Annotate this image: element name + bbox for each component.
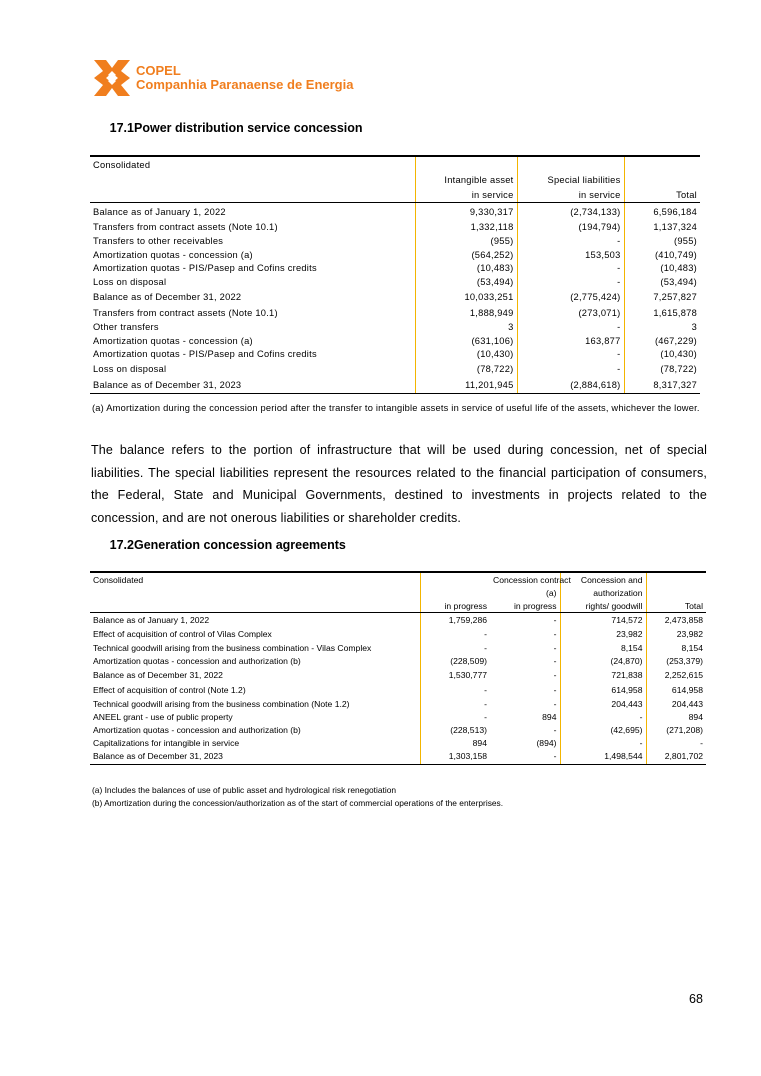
cell-value: (42,695) [560,723,646,736]
brand-name [136,64,353,92]
table-row [90,613,706,627]
cell-value: (53,494) [415,275,517,289]
cell-value: 1,137,324 [653,221,697,232]
cell-value: 9,330,317 [415,203,517,219]
cell-value: (10,430) [415,348,517,362]
cell-value: - [517,262,624,276]
cell-value: - [420,626,490,641]
table-row [90,736,706,749]
cell-value: 894 [420,736,490,749]
cell-value: 10,033,251 [415,289,517,305]
cell-value: 163,877 [517,334,624,348]
cell-value: 153,503 [517,248,624,262]
row-label: Amortization quotas - concession (a) [93,249,253,260]
table-header-row [90,172,700,187]
table-row [90,219,700,235]
column-header: authorization [560,586,646,599]
table-header-row [90,156,700,172]
row-label: Balance as of January 1, 2022 [93,206,226,217]
cell-value: (228,509) [420,654,490,667]
cell-value: 1,530,777 [420,667,490,682]
cell-value: 3 [415,321,517,335]
cell-value: (10,483) [415,262,517,276]
table-row [90,235,700,249]
column-header: Total [624,187,700,203]
table-header-row [90,572,706,586]
cell-value: (631,106) [415,334,517,348]
section-title: Generation concession agreements [134,538,346,552]
cell-value: - [553,669,557,680]
body-paragraph: The balance refers to the portion of infrastructure that will be used during concession, net of special liabilities. The special liabilities represent the resources related to the financial participation of consumers, the Federal, State and Municipal Governments, destined to investments in projects related to the concession, and are not onerous liabilities or shareholder credits. [91,443,707,525]
column-header: rights/ goodwill [560,599,646,613]
table-row [90,361,700,377]
cell-value: 721,838 [560,667,646,682]
cell-value: (271,208) [666,724,703,735]
column-header: Total [646,599,706,613]
copel-logo-icon [94,60,130,96]
cell-value: 2,473,858 [664,614,703,625]
table-footnotes [92,784,503,810]
row-label: Other transfers [93,322,159,333]
cell-value: - [420,710,490,723]
row-label: Capitalizations for intangible in service [93,737,240,748]
table-row [90,682,706,697]
table-label: Consolidated [90,156,415,172]
cell-value: (467,229) [654,335,697,346]
cell-value: - [517,235,624,249]
distribution-concession-table [90,155,700,394]
cell-value: (10,483) [660,263,697,274]
cell-value: (24,870) [560,654,646,667]
cell-value: - [553,614,557,625]
row-label: Amortization quotas - PIS/Pasep and Cofins credits [93,263,317,274]
column-header: in progress [490,599,560,613]
table-row [90,626,706,641]
table-row [90,723,706,736]
generation-concession-table [90,571,706,765]
cell-value: - [553,655,557,666]
table-row [90,334,700,348]
cell-value: (78,722) [660,364,697,374]
cell-value: 8,317,327 [624,377,700,393]
table-row [90,654,706,667]
cell-value: - [420,641,490,654]
column-header: in progress [420,599,490,613]
cell-value: (2,884,618) [517,377,624,393]
column-header: in service [517,187,624,203]
row-label: Loss on disposal [93,276,167,287]
cell-value: 23,982 [676,628,703,639]
cell-value: 1,332,118 [415,219,517,235]
row-label: Balance as of December 31, 2022 [93,291,242,302]
row-label: Balance as of December 31, 2023 [90,377,415,393]
cell-value: 11,201,945 [415,377,517,393]
table-row [90,305,700,321]
cell-value: 1,498,544 [560,749,646,764]
cell-value: (564,252) [415,248,517,262]
section-title: Power distribution service concession [134,121,363,135]
table-row [90,321,700,335]
cell-value: - [553,724,557,735]
cell-value: - [560,736,646,749]
cell-value: 1,615,878 [653,307,697,318]
cell-value: - [420,682,490,697]
cell-value: - [517,275,624,289]
cell-value: 894 [542,711,557,722]
cell-value: - [517,361,624,377]
table-row [90,641,706,654]
cell-value: (228,513) [420,723,490,736]
cell-value: 614,958 [671,684,703,695]
cell-value: (273,071) [517,305,624,321]
cell-value: (2,734,133) [517,203,624,219]
footnote-b: (b) Amortization during the concession/authorization as of the start of commercial operations of the enterprises. [92,798,504,808]
table-footnote: (a) Amortization during the concession period after the transfer to intangible assets in service of useful life of the assets, whichever the lower. [92,403,700,413]
cell-value: - [420,697,490,710]
row-label: Balance as of December 31, 2023 [90,749,420,764]
table-row [90,377,700,393]
cell-value: - [700,737,703,748]
cell-value: - [553,684,557,695]
section-number: 17.2 [109,538,134,552]
table-header-row [90,187,700,203]
table-row [90,275,700,289]
cell-value: (10,430) [660,349,697,360]
cell-value: - [553,642,557,653]
row-label: Amortization quotas - PIS/Pasep and Cofins credits [93,349,317,360]
row-label: Technical goodwill arising from the business combination (Note 1.2) [93,698,350,709]
table-row [90,248,700,262]
table-label: Consolidated [90,572,420,586]
cell-value: - [490,749,560,764]
row-label: Amortization quotas - concession and authorization (b) [93,655,301,666]
page-number: 68 [689,992,703,1006]
cell-value: (894) [536,737,557,748]
cell-value: - [517,348,624,362]
table-header-row [90,586,706,599]
footnote-a: (a) Includes the balances of use of public asset and hydrological risk renegotiation [92,785,397,795]
table-row [90,289,700,305]
cell-value: (2,775,424) [517,289,624,305]
group-header-note: (a) [545,587,557,598]
row-label: Amortization quotas - concession and authorization (b) [93,724,301,735]
cell-value: 8,154 [681,642,703,653]
cell-value: 204,443 [560,697,646,710]
brand-line-1: COPEL [136,63,181,78]
row-label: ANEEL grant - use of public property [93,711,233,722]
cell-value: (253,379) [666,655,703,666]
cell-value: - [553,698,557,709]
cell-value: 2,801,702 [646,749,706,764]
column-header: Intangible asset [415,172,517,187]
cell-value: 3 [691,322,697,333]
row-label: Amortization quotas - concession (a) [93,335,253,346]
section-number: 17.1 [109,121,134,135]
table-row [90,348,700,362]
row-label: Balance as of January 1, 2022 [93,614,210,625]
cell-value: (78,722) [415,361,517,377]
row-label: Balance as of December 31, 2022 [93,669,223,680]
cell-value: - [517,321,624,335]
cell-value: (194,794) [517,219,624,235]
section-heading-17-2 [92,538,346,552]
cell-value: 614,958 [560,682,646,697]
cell-value: 204,443 [671,698,703,709]
row-label: Effect of acquisition of control of Vilas Complex [93,628,272,639]
cell-value: (955) [674,236,697,247]
table-header-row [90,599,706,613]
cell-value: 8,154 [560,641,646,654]
cell-value: (53,494) [660,276,697,287]
cell-value: 1,759,286 [420,613,490,627]
cell-value: 714,572 [560,613,646,627]
cell-value: 1,888,949 [415,305,517,321]
table-row [90,203,700,219]
row-label: Transfers from contract assets (Note 10.1) [93,221,278,232]
table-row [90,710,706,723]
cell-value: 6,596,184 [653,206,697,217]
table-row [90,667,706,682]
table-row [90,697,706,710]
cell-value: - [553,628,557,639]
table-row [90,749,706,764]
section-heading-17-1 [92,121,363,135]
row-label: Effect of acquisition of control (Note 1.2) [93,684,246,695]
table-row [90,262,700,276]
cell-value: 2,252,615 [664,669,703,680]
cell-value: (410,749) [654,249,697,260]
cell-value: 23,982 [560,626,646,641]
column-header: in service [415,187,517,203]
brand-line-2: Companhia Paranaense de Energia [136,77,354,92]
row-label: Transfers to other receivables [93,236,224,247]
cell-value: 7,257,827 [653,291,697,302]
row-label: Technical goodwill arising from the business combination - Vilas Complex [93,642,372,653]
cell-value: 894 [688,711,703,722]
cell-value: 1,303,158 [420,749,490,764]
column-header: Concession and [560,572,646,586]
cell-value: - [560,710,646,723]
row-label: Loss on disposal [93,364,167,374]
row-label: Transfers from contract assets (Note 10.1) [93,307,278,318]
cell-value: (955) [415,235,517,249]
group-header: Concession contract [490,572,560,586]
column-header: Special liabilities [517,172,624,187]
